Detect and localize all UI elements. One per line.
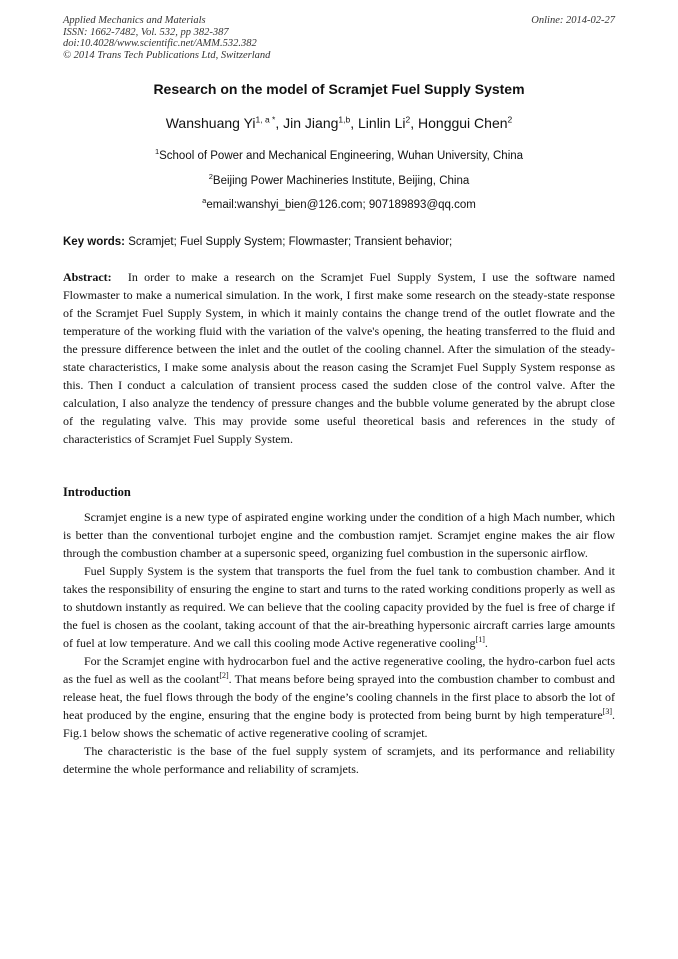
author-list: Wanshuang $Yi^{1, a *}$, Jin Jiang$^{1,b}$, Linlin Li$^2$, Honggui Chen$^2$	[165, 114, 513, 131]
email-line	[0, 196, 678, 211]
paragraph-text: . Fig.1 below shows the schematic of active regenerative cooling of scramjet.	[63, 708, 615, 740]
affiliation-text: School of Power and Mechanical Engineering, Wuhan University, China	[159, 150, 524, 162]
introduction-body	[63, 508, 615, 778]
affiliation-sup: 1	[154, 147, 160, 157]
author-name: Jin Jiang	[283, 115, 339, 131]
paragraph-text: . That means before being sprayed into the combustion chamber to combust and release heat, the fuel flows through the body of the engine’s cooling channels in the first place to absorb the lot of heat produced by the engine, ensuring that the engine body is protected from being burnt by high temperature	[63, 672, 615, 722]
journal-name: Applied Mechanics and Materials	[63, 15, 206, 26]
paragraph	[63, 742, 615, 778]
citation-ref[interactable]: [1]	[475, 635, 485, 644]
keywords-text: Scramjet; Fuel Supply System; Flowmaster; Transient behavior;	[128, 236, 453, 248]
online-date: Online: 2014-02-27	[531, 15, 615, 26]
affiliation-text: Beijing Power Machineries Institute, Beijing, China	[212, 175, 470, 187]
journal-header	[63, 15, 270, 61]
abstract-text: In order to make a research on the Scramjet Fuel Supply System, I use the software named Flowmaster to make a numerical simulation. In the work, I first make some research on the steady-state response of the Scramjet Fuel Supply System, in which it mainly contains the change trend of the outlet flowrate and the temperature of the working fluid with the variation of the valve's opening, the heating transferred to the fluid and the pressure difference between the inlet and the outlet of the cooling channel. After the simulation of the steady-state characteristics, I make some analysis about the reason casing the Scramjet Fuel Supply System response as this. Then I conduct a calculation of transient process cased the sudden close of the control valve. After the calculation, I also analyze the tendency of pressure changes and the bubble volume generated by the abrupt close of the regulating valve. This may provide some useful theoretical basis and references in the study of characteristics of Scramjet Fuel Supply System.	[63, 270, 615, 446]
author-name: Honggui Chen	[418, 115, 508, 131]
affiliation-2	[0, 172, 678, 187]
section-heading-introduction: Introduction	[63, 485, 131, 499]
author-name: Wanshuang Yi	[165, 115, 256, 131]
affiliation-sup: 2	[208, 172, 213, 182]
abstract	[63, 268, 615, 448]
author-sup: 2	[405, 114, 411, 125]
journal-issn: ISSN: 1662-7482, Vol. 532, pp 382-387	[63, 26, 229, 38]
paragraph-text: The characteristic is the base of the fuel supply system of scramjets, and its performance and reliability determine the whole performance and reliability of scramjets.	[63, 744, 615, 776]
keywords-label: Key words:	[63, 236, 125, 248]
author-name: Linlin Li	[358, 115, 406, 131]
abstract-label: Abstract:	[63, 270, 112, 284]
email-sup: a	[202, 196, 207, 206]
paragraph-text: .	[484, 636, 488, 650]
paragraph	[63, 562, 615, 652]
paragraph-text: For the Scramjet engine with hydrocarbon fuel and the active regenerative cooling, the hydro-carbon fuel acts as the fuel as well as the coolant	[63, 654, 615, 686]
journal-doi[interactable]: doi:10.4028/www.scientific.net/AMM.532.382	[63, 38, 257, 49]
affiliation-1	[0, 147, 678, 162]
paragraph	[63, 652, 615, 742]
paper-title: Research on the model of Scramjet Fuel Supply System	[153, 81, 525, 97]
paragraph-text: Fuel Supply System is the system that transports the fuel from the fuel tank to combustion chamber. And it takes the responsibility of ensuring the engine to start and turns to the rated working conditions properly as well as to shutdown instantly as required. We can believe that the cooling capacity provided by the fuel is free of charge if the fuel is chosen as the coolant, taking account of that the air-breathing hypersonic aircraft carries large amounts of fuel at low temperature. And we call this cooling mode Active regenerative cooling	[63, 564, 615, 650]
email-text[interactable]: email:wanshyi_bien@126.com; 907189893@qq.com	[206, 199, 476, 211]
author-sup: 1,b	[338, 114, 351, 125]
paragraph-text: Scramjet engine is a new type of aspirated engine working under the condition of a high Mach number, which is better than the conventional turbojet engine and the combustion ramjet. Scramjet engine makes the air flow through the combustion chamber at a supersonic speed, organizing fuel combustion in the supersonic airflow.	[63, 510, 615, 560]
keywords	[63, 236, 615, 248]
citation-ref[interactable]: [2]	[219, 671, 229, 680]
journal-copyright: © 2014 Trans Tech Publications Ltd, Switzerland	[63, 49, 271, 61]
citation-ref[interactable]: [3]	[602, 707, 612, 716]
author-sup: 2	[507, 114, 513, 125]
author-sup: 1, a *	[255, 114, 276, 125]
paragraph	[63, 508, 615, 562]
